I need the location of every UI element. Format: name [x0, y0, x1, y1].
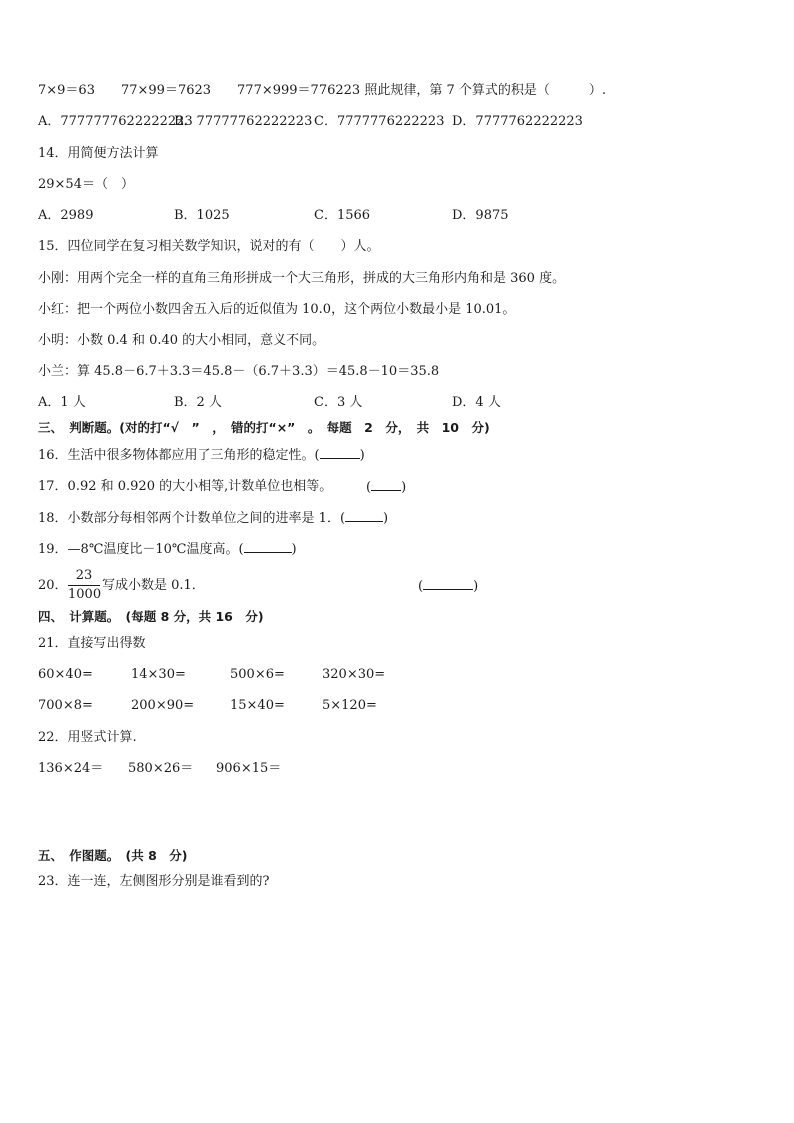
section-3-title: 三、 判断题。(对的打“√ ” ， 错的打“×” 。 每题 2 分， 共 10 分) — [38, 420, 490, 435]
q21-stem: 21．直接写出得数 — [38, 636, 146, 651]
q22-item: 906×15＝ — [216, 761, 282, 776]
q13-option-d: D．7777762222223 — [452, 114, 583, 129]
q18 — [38, 509, 388, 528]
section-4-title: 四、 计算题。 (每题 8 分，共 16 分) — [38, 609, 264, 624]
q21-item: 700×8= — [38, 698, 93, 713]
q17-answer-blank[interactable] — [371, 478, 401, 491]
q15-option-c: C．3 人 — [314, 395, 363, 410]
q21-item: 200×90= — [131, 698, 195, 713]
q20-prefix: 20． — [38, 578, 68, 593]
q14-option-d: D．9875 — [452, 208, 509, 223]
q16-close: ) — [359, 448, 365, 463]
q17-text: 17．0.92 和 0.920 的大小相等,计数单位也相等。 — [38, 479, 333, 494]
q15-statement-xiaolan: 小兰：算 45.8－6.7＋3.3＝45.8－（6.7＋3.3）＝45.8－10＝35.8 — [38, 364, 440, 379]
q21-item: 60×40= — [38, 667, 93, 682]
q15-option-d: D．4 人 — [452, 395, 501, 410]
q21-item: 500×6= — [230, 667, 285, 682]
q23-stem: 23．连一连，左侧图形分别是谁看到的? — [38, 874, 270, 889]
q17-answer — [366, 478, 406, 497]
q15-statement-xiaoming: 小明：小数 0.4 和 0.40 的大小相同，意义不同。 — [38, 333, 326, 348]
q21-item: 15×40= — [230, 698, 285, 713]
q20-answer-blank[interactable] — [423, 577, 473, 590]
q22-item: 136×24＝ — [38, 761, 104, 776]
q21-item: 320×30= — [322, 667, 386, 682]
q15-statement-xiaohong: 小红：把一个两位小数四舍五入后的近似值为 10.0，这个两位小数最小是 10.01。 — [38, 302, 516, 317]
q19 — [38, 540, 297, 559]
q20-denominator: 1000 — [68, 587, 102, 602]
q13-option-b: B．77777762222223 — [174, 114, 313, 129]
q20-close: ) — [473, 579, 479, 594]
q14-option-c: C．1566 — [314, 208, 371, 223]
q14-option-a: A．2989 — [38, 208, 94, 223]
q15-stem: 15．四位同学在复习相关数学知识，说对的有（ ）人。 — [38, 239, 380, 254]
q13-option-a: A．7777777622222223 — [38, 114, 193, 129]
q15-option-a: A．1 人 — [38, 395, 86, 410]
q16-answer-blank[interactable] — [320, 446, 360, 459]
q13-option-c: C．7777776222223 — [314, 114, 445, 129]
q20-fraction — [68, 568, 100, 603]
q18-answer-blank[interactable] — [345, 509, 383, 522]
q20-numerator: 23 — [68, 568, 100, 586]
q17-open: ( — [366, 480, 372, 495]
section-5-title: 五、 作图题。 (共 8 分) — [38, 848, 188, 863]
q20-open: ( — [418, 579, 424, 594]
q18-close: ) — [383, 511, 389, 526]
q16-text: 16．生活中很多物体都应用了三角形的稳定性。( — [38, 448, 320, 463]
q15-option-b: B．2 人 — [174, 395, 222, 410]
q18-text: 18．小数部分每相邻两个计数单位之间的进率是 1．( — [38, 511, 346, 526]
q20-text: 写成小数是 0.1． — [102, 578, 205, 593]
q17 — [38, 478, 332, 496]
q14-option-b: B．1025 — [174, 208, 230, 223]
q21-item: 5×120= — [322, 698, 377, 713]
q13-stem: 7×9＝63 77×99＝7623 777×999＝776223 照此规律，第 7 个算式的积是（ ）. — [38, 83, 606, 98]
q22-stem: 22．用竖式计算. — [38, 730, 137, 745]
q22-item: 580×26＝ — [128, 761, 194, 776]
q19-answer-blank[interactable] — [244, 540, 292, 553]
q15-statement-xiaogang: 小刚：用两个完全一样的直角三角形拼成一个大三角形，拼成的大三角形内角和是 360 度。 — [38, 271, 566, 286]
q20-answer — [418, 577, 478, 596]
q14-expression: 29×54＝（ ） — [38, 177, 134, 192]
q21-item: 14×30= — [131, 667, 186, 682]
q19-close: ) — [291, 542, 297, 557]
q14-stem: 14．用简便方法计算 — [38, 146, 159, 161]
q17-close: ) — [401, 480, 407, 495]
q16 — [38, 446, 365, 465]
q19-text: 19．—8℃温度比－10℃温度高。( — [38, 542, 244, 557]
